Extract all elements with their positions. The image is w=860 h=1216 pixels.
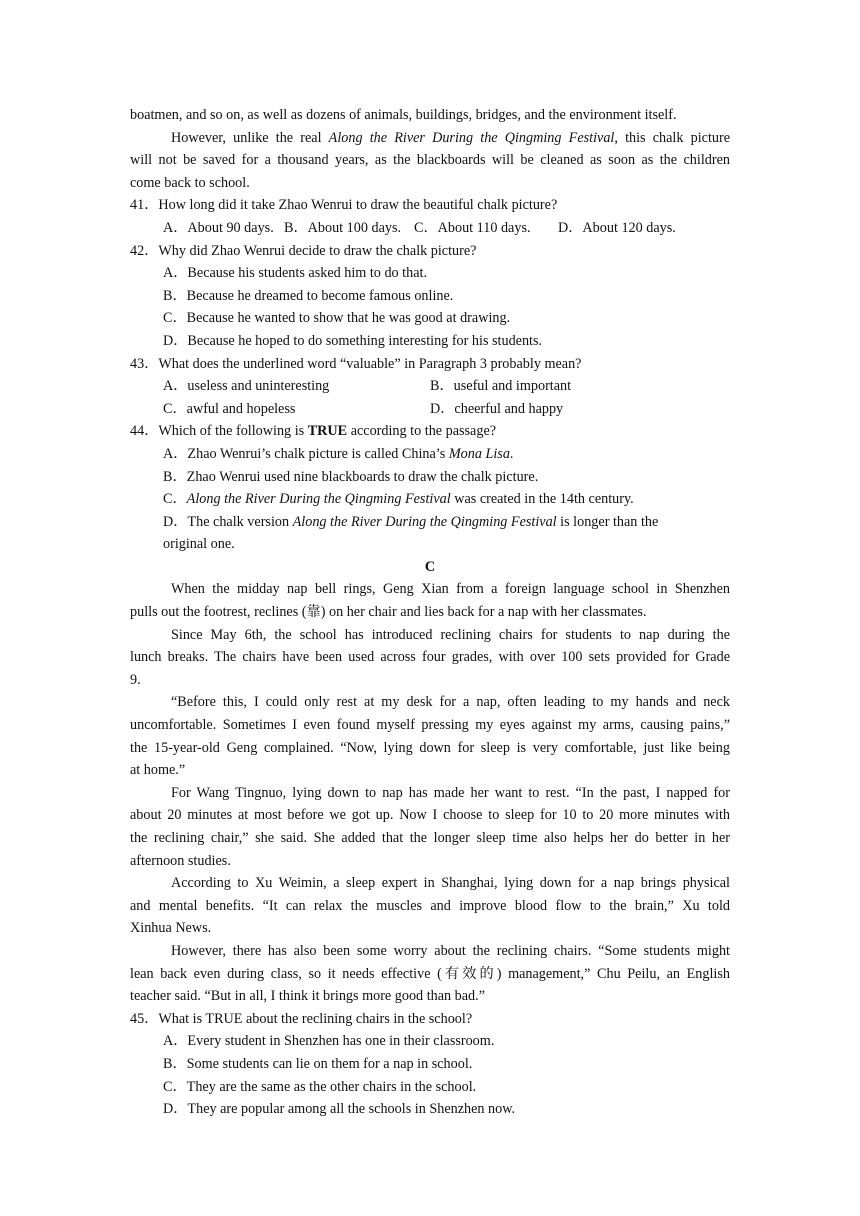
option-c: C．Because he wanted to show that he was good at drawing. (163, 310, 511, 327)
passage-line: “Before this, I could only rest at my desk for a nap, often leading to my hands and neck (171, 694, 730, 711)
passage-line: come back to school. (130, 174, 250, 191)
option-b: B．About 100 days. (284, 219, 402, 236)
passage-line: afternoon studies. (130, 852, 231, 869)
question-41-options (130, 217, 730, 240)
option-b: B．Because he dreamed to become famous online. (163, 287, 454, 304)
option-c: C．awful and hopeless (163, 400, 296, 417)
option-b: B．Some students can lie on them for a nap in school. (163, 1055, 473, 1072)
option-d: D．The chalk version Along the River During the Qingming Festival is longer than the (163, 513, 659, 530)
question-43-stem: 43．What does the underlined word “valuable” in Paragraph 3 probably mean? (130, 355, 582, 372)
passage-line: boatmen, and so on, as well as dozens of animals, buildings, bridges, and the environment itself. (130, 107, 677, 123)
option-a: A．About 90 days. (163, 219, 274, 236)
passage-line: about 20 minutes at most before we got up. Now I choose to sleep for 10 to 20 more minutes with (130, 807, 730, 824)
option-d-continued: original one. (163, 536, 235, 553)
passage-line: lunch breaks. The chairs have been used across four grades, with over 100 sets provided for Grade (130, 649, 730, 666)
question-44-stem: 44．Which of the following is TRUE according to the passage? (130, 423, 497, 440)
passage-line: lean back even during class, so it needs effective (有效的) management,” Chu Peilu, an English (130, 965, 730, 982)
passage-line: However, there has also been some worry about the reclining chairs. “Some students might (171, 942, 730, 959)
passage-line: However, unlike the real Along the River During the Qingming Festival, this chalk picture (171, 129, 730, 146)
passage-line: and mental benefits. “It can relax the muscles and improve blood flow to the brain,” Xu told (130, 897, 730, 914)
question-45-stem: 45．What is TRUE about the reclining chairs in the school? (130, 1010, 473, 1027)
passage-line: will not be saved for a thousand years, as the blackboards will be cleaned as soon as the children (130, 152, 730, 169)
passage-line: pulls out the footrest, reclines (靠) on her chair and lies back for a nap with her classmates. (130, 604, 647, 621)
option-c: C．Along the River During the Qingming Festival was created in the 14th century. (163, 491, 634, 508)
passage-line: Xinhua News. (130, 920, 212, 937)
question-41-stem: 41．How long did it take Zhao Wenrui to draw the beautiful chalk picture? (130, 197, 558, 214)
option-b: B．useful and important (430, 378, 572, 395)
passage-line: Since May 6th, the school has introduced reclining chairs for students to nap during the (171, 626, 730, 643)
section-heading: C (424, 558, 436, 575)
option-d: D．cheerful and happy (430, 400, 564, 417)
passage-line: the reclining chair,” she said. She added that the longer sleep time also helps her do better in her (130, 830, 730, 846)
question-43-options-row-2 (130, 398, 730, 421)
option-d: D．They are popular among all the schools in Shenzhen now. (163, 1101, 516, 1118)
option-c: C．They are the same as the other chairs in the school. (163, 1078, 477, 1095)
question-42-stem: 42．Why did Zhao Wenrui decide to draw the chalk picture? (130, 242, 477, 259)
option-a: A．Zhao Wenrui’s chalk picture is called China’s Mona Lisa. (163, 445, 514, 462)
passage-line: at home.” (130, 762, 186, 779)
passage-line: According to Xu Weimin, a sleep expert in Shanghai, lying down for a nap brings physical (171, 875, 730, 892)
passage-line: 9. (130, 671, 141, 688)
option-d: D．Because he hoped to do something interesting for his students. (163, 332, 543, 349)
question-43-options-row-1 (130, 375, 730, 398)
passage-line: uncomfortable. Sometimes I even found myself pressing my eyes against my arms, causing pains,” (130, 717, 730, 734)
option-b: B．Zhao Wenrui used nine blackboards to draw the chalk picture. (163, 468, 539, 485)
option-a: A．useless and uninteresting (163, 378, 330, 395)
passage-line: the 15-year-old Geng complained. “Now, lying down for sleep is very comfortable, just like being (130, 739, 730, 756)
option-a: A．Every student in Shenzhen has one in their classroom. (163, 1033, 495, 1050)
option-d: D．About 120 days. (558, 219, 676, 236)
passage-line: When the midday nap bell rings, Geng Xian from a foreign language school in Shenzhen (171, 581, 730, 598)
painting-title: Along the River During the Qingming Festival (328, 129, 615, 146)
passage-line: teacher said. “But in all, I think it brings more good than bad.” (130, 988, 485, 1005)
option-a: A．Because his students asked him to do that. (163, 265, 428, 282)
document-page (130, 104, 730, 1121)
option-c: C．About 110 days. (414, 219, 531, 236)
passage-line: For Wang Tingnuo, lying down to nap has made her want to rest. “In the past, I napped for (171, 784, 730, 801)
